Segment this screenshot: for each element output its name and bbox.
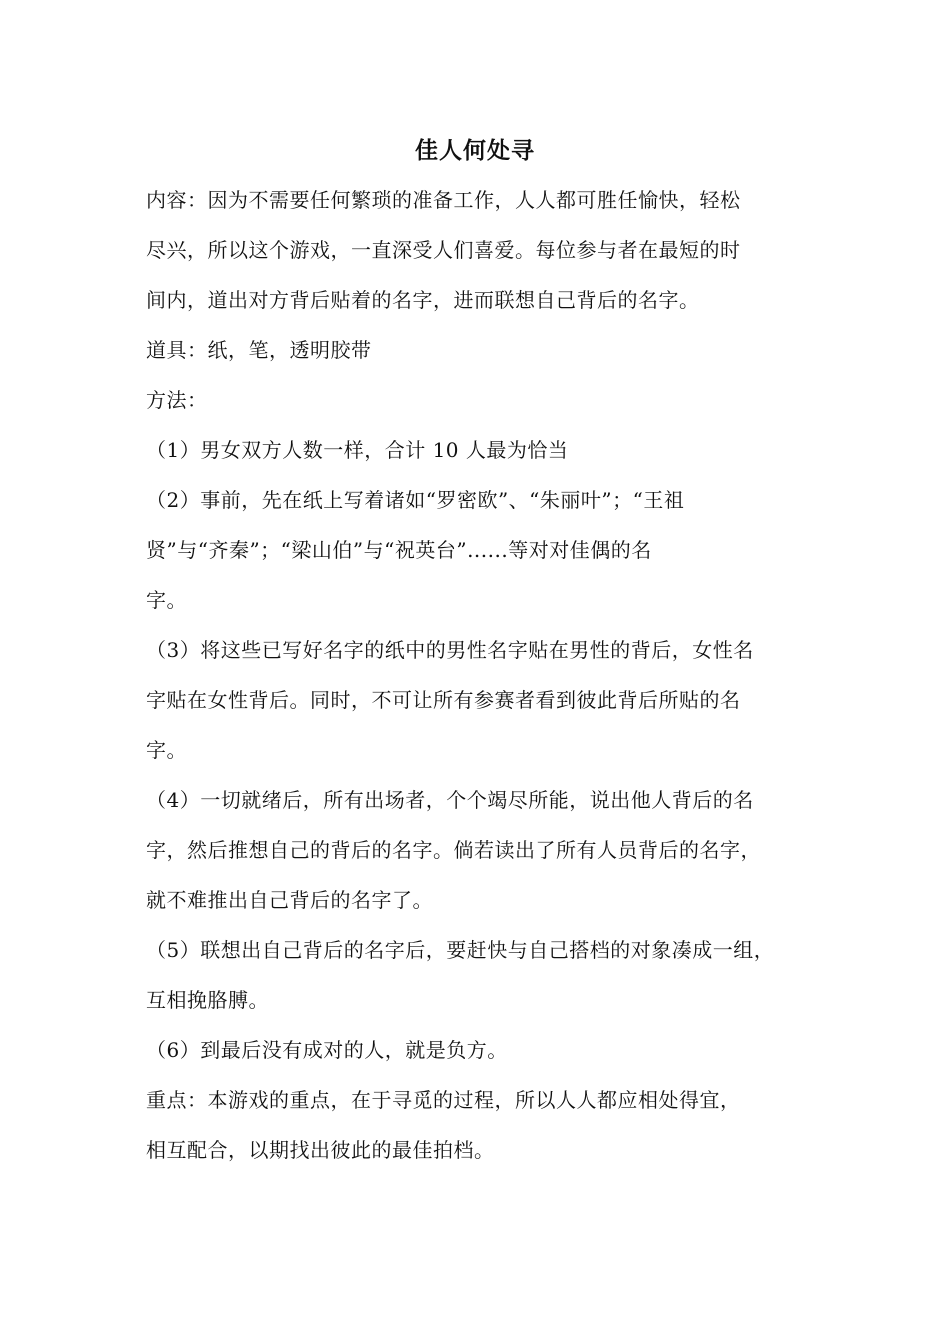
key-point-line-2: 相互配合，以期找出彼此的最佳拍档。 [146, 1138, 495, 1162]
content-line-2: 尽兴，所以这个游戏，一直深受人们喜爱。每位参与者在最短的时 [146, 238, 741, 262]
step-2-line-1: （2）事前，先在纸上写着诸如“罗密欧”、“朱丽叶”；“王祖 [146, 488, 685, 512]
step-2-line-3: 字。 [146, 588, 187, 612]
key-point-line-1: 重点：本游戏的重点，在于寻觅的过程，所以人人都应相处得宜， [146, 1088, 741, 1112]
step-5-line-1: （5）联想出自己背后的名字后，要赶快与自己搭档的对象凑成一组， [146, 938, 775, 962]
step-1-line-1: （1）男女双方人数一样，合计 10 人最为恰当 [146, 438, 569, 462]
step-5-line-2: 互相挽胳膊。 [146, 988, 269, 1012]
step-4-line-2: 字，然后推想自己的背后的名字。倘若读出了所有人员背后的名字， [146, 838, 761, 862]
step-3-line-2: 字贴在女性背后。同时，不可让所有参赛者看到彼此背后所贴的名 [146, 688, 741, 712]
step-4-line-1: （4）一切就绪后，所有出场者，个个竭尽所能，说出他人背后的名 [146, 788, 754, 812]
step-4-line-3: 就不难推出自己背后的名字了。 [146, 888, 433, 912]
step-2-line-2: 贤”与“齐秦”；“梁山伯”与“祝英台”......等对对佳偶的名 [146, 538, 652, 562]
document-title: 佳人何处寻 [415, 138, 535, 164]
step-3-line-1: （3）将这些已写好名字的纸中的男性名字贴在男性的背后，女性名 [146, 638, 754, 662]
step-3-line-3: 字。 [146, 738, 187, 762]
content-line-1: 内容：因为不需要任何繁琐的准备工作，人人都可胜任愉快，轻松 [146, 188, 741, 212]
step-6-line-1: （6）到最后没有成对的人，就是负方。 [146, 1038, 508, 1062]
content-line-3: 间内，道出对方背后贴着的名字，进而联想自己背后的名字。 [146, 288, 700, 312]
props-line: 道具：纸，笔，透明胶带 [146, 338, 372, 362]
method-heading: 方法： [146, 388, 208, 412]
